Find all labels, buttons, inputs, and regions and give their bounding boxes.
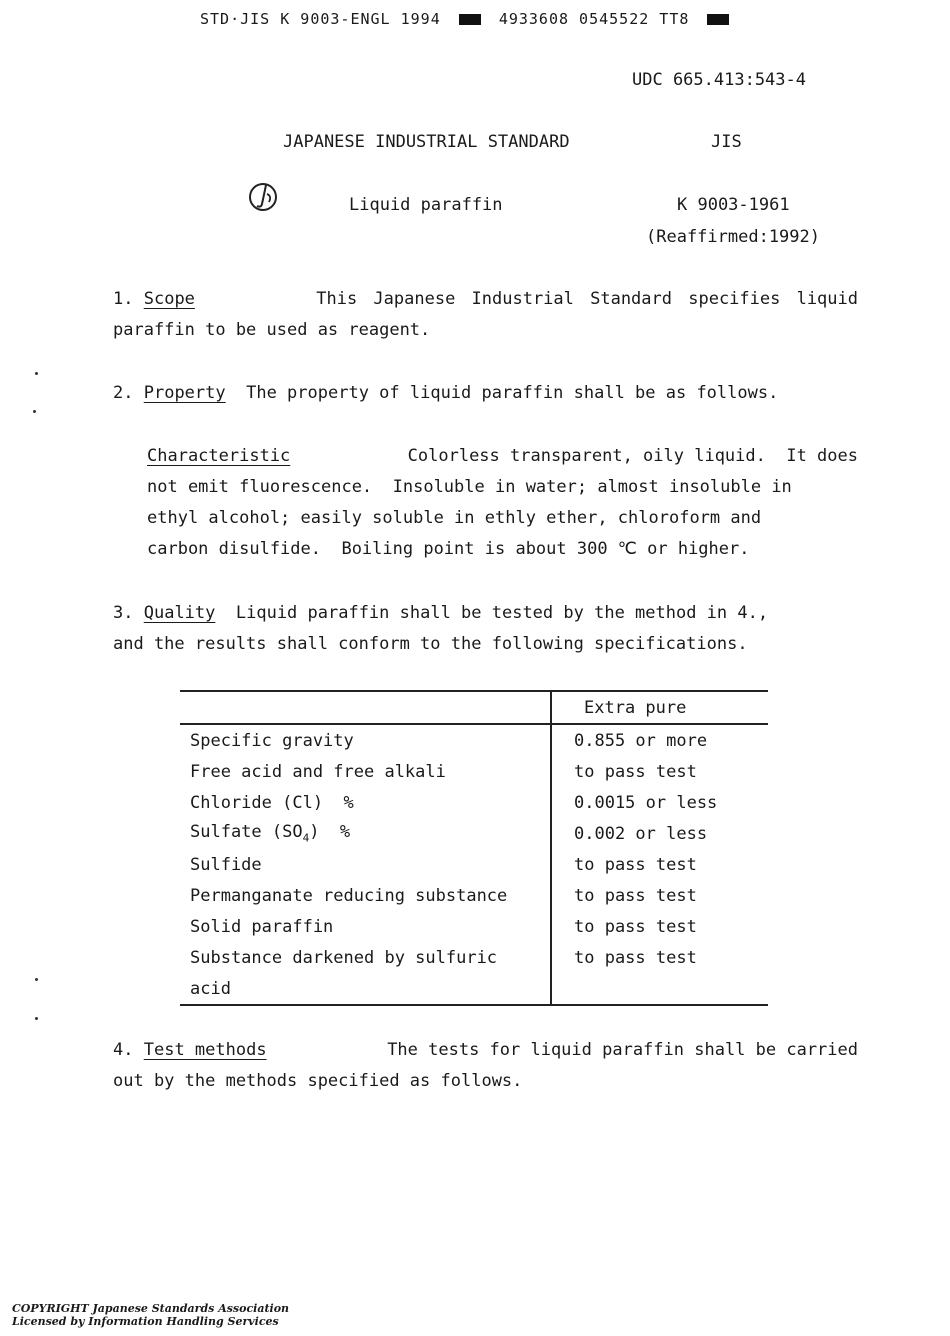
table-header-extra-pure: Extra pure bbox=[551, 691, 768, 724]
scan-speck bbox=[33, 410, 36, 413]
table-item bbox=[180, 818, 551, 849]
reaffirmed-date: (Reaffirmed:1992) bbox=[646, 227, 820, 247]
table-spec: to pass test bbox=[551, 756, 768, 787]
table-spec: 0.855 or more bbox=[551, 724, 768, 756]
udc-number: UDC 665.413:543-4 bbox=[632, 70, 806, 90]
characteristic-line-4: carbon disulfide. Boiling point is about 300 ℃ or higher. bbox=[147, 539, 750, 559]
copyright-line-2: Licensed by Information Handling Services bbox=[12, 1315, 279, 1328]
table-row bbox=[180, 756, 768, 787]
table-spec: to pass test bbox=[551, 849, 768, 880]
jis-label: JIS bbox=[711, 132, 742, 152]
test-methods-line-1: The tests for liquid paraffin shall be carried bbox=[387, 1040, 858, 1060]
characteristic-paragraph bbox=[147, 441, 858, 565]
table-item: Free acid and free alkali bbox=[190, 761, 446, 782]
table-item: Sulfide bbox=[190, 854, 262, 875]
table-row bbox=[180, 724, 768, 756]
section-heading-quality: Quality bbox=[143, 603, 216, 623]
copyright-line-1: COPYRIGHT Japanese Standards Association bbox=[12, 1302, 290, 1315]
table-spec bbox=[551, 973, 768, 1005]
document-header-code bbox=[200, 10, 737, 28]
table-spec: 0.002 or less bbox=[551, 818, 768, 849]
table-spec: to pass test bbox=[551, 942, 768, 973]
table-item: Specific gravity bbox=[190, 730, 354, 751]
table-item: Permanganate reducing substance bbox=[190, 885, 508, 906]
table-item: acid bbox=[190, 978, 231, 999]
specification-table bbox=[180, 690, 768, 1006]
section-test-methods bbox=[113, 1035, 858, 1097]
table-item-text: Sulfate (SO bbox=[190, 822, 303, 843]
table-row bbox=[180, 818, 768, 849]
table-row bbox=[180, 973, 768, 1005]
table-row bbox=[180, 787, 768, 818]
scan-speck bbox=[35, 372, 38, 375]
section-number: 2. bbox=[113, 383, 134, 403]
section-number: 3. bbox=[113, 603, 134, 623]
characteristic-heading: Characteristic bbox=[147, 446, 291, 466]
table-spec: to pass test bbox=[551, 911, 768, 942]
section-number: 4. bbox=[113, 1040, 134, 1060]
table-row bbox=[180, 880, 768, 911]
table-item: Substance darkened by sulfuric bbox=[190, 947, 498, 968]
document-title: Liquid paraffin bbox=[349, 195, 503, 215]
characteristic-line-2: not emit fluorescence. Insoluble in water; almost insoluble in bbox=[147, 477, 792, 497]
test-methods-line-2: out by the methods specified as follows. bbox=[113, 1071, 523, 1091]
characteristic-line-3: ethyl alcohol; easily soluble in ethly ether, chloroform and bbox=[147, 508, 762, 528]
table-row bbox=[180, 849, 768, 880]
scope-line-2: paraffin to be used as reagent. bbox=[113, 320, 431, 340]
scan-speck bbox=[35, 978, 38, 981]
table-row bbox=[180, 942, 768, 973]
standard-title: JAPANESE INDUSTRIAL STANDARD bbox=[283, 132, 570, 152]
section-number: 1. bbox=[113, 289, 134, 309]
table-item: Solid paraffin bbox=[190, 916, 334, 937]
black-block-mark bbox=[707, 14, 729, 25]
section-quality bbox=[113, 598, 768, 660]
quality-line-2: and the results shall conform to the following specifications. bbox=[113, 634, 748, 654]
header-catalog-number: 4933608 0545522 TT8 bbox=[498, 10, 690, 28]
table-item-text: ) % bbox=[309, 822, 351, 843]
characteristic-line-1: Colorless transparent, oily liquid. It does bbox=[407, 446, 858, 466]
section-scope bbox=[113, 284, 858, 346]
scan-speck bbox=[35, 1017, 38, 1020]
table-spec: 0.0015 or less bbox=[551, 787, 768, 818]
header-standard-code: STD·JIS K 9003-ENGL 1994 bbox=[200, 10, 441, 28]
table-item: Chloride (Cl) % bbox=[190, 792, 354, 813]
scope-line-1: This Japanese Industrial Standard specifies liquid bbox=[316, 289, 858, 309]
document-number: K 9003-1961 bbox=[677, 195, 790, 215]
section-heading-scope: Scope bbox=[143, 289, 195, 309]
quality-line-1: Liquid paraffin shall be tested by the method in 4., bbox=[235, 603, 769, 623]
black-block-mark bbox=[459, 14, 481, 25]
section-heading-test-methods: Test methods bbox=[143, 1040, 267, 1060]
section-property bbox=[113, 378, 778, 409]
subscript: 4 bbox=[302, 831, 310, 845]
jis-mark-icon bbox=[247, 180, 281, 214]
section-heading-property: Property bbox=[143, 383, 226, 403]
property-line-1: The property of liquid paraffin shall be as follows. bbox=[246, 383, 779, 403]
table-header-row bbox=[180, 691, 768, 724]
table-row bbox=[180, 911, 768, 942]
table-spec: to pass test bbox=[551, 880, 768, 911]
